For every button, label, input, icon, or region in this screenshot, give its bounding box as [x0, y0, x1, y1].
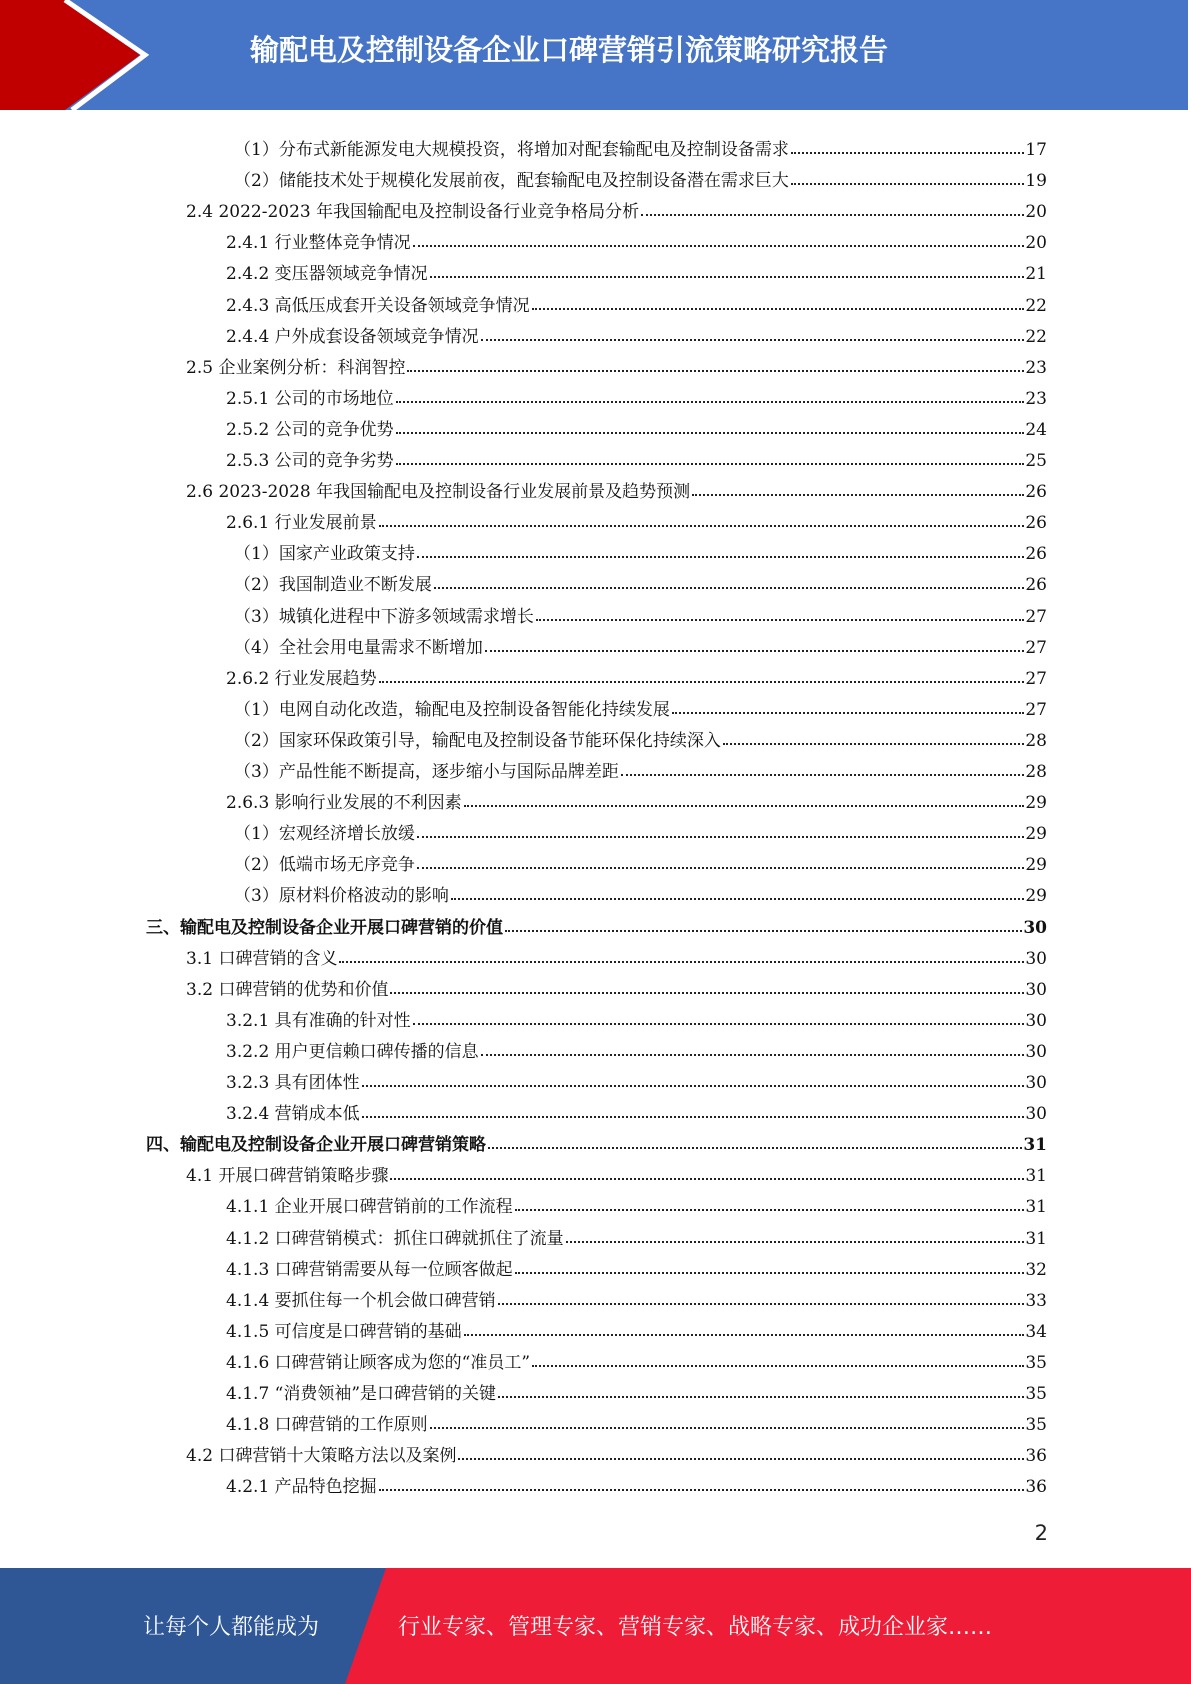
toc-entry[interactable] — [226, 409, 1047, 440]
toc-entry[interactable] — [226, 502, 1047, 533]
toc-leader-dots — [390, 991, 1024, 994]
toc-entry-page: 26 — [1025, 482, 1047, 503]
toc-entry-title: （2）低端市场无序竞争 — [234, 855, 415, 876]
toc-leader-dots — [566, 1240, 1025, 1243]
toc-entry-page: 33 — [1025, 1290, 1047, 1311]
footer-slogan-right: 行业专家、管理专家、营销专家、战略专家、成功企业家…… — [398, 1615, 993, 1640]
toc-entry-page: 27 — [1025, 668, 1047, 689]
toc-entry-page: 36 — [1025, 1446, 1047, 1467]
toc-entry[interactable] — [186, 1155, 1047, 1186]
toc-entry-page: 29 — [1025, 824, 1047, 845]
toc-leader-dots — [641, 213, 1024, 216]
toc-leader-dots — [481, 338, 1025, 341]
toc-entry-page: 31 — [1023, 1135, 1047, 1156]
toc-entry-page: 26 — [1025, 513, 1047, 534]
toc-entry-page: 17 — [1025, 140, 1047, 160]
toc-entry[interactable] — [226, 1249, 1047, 1280]
toc-entry[interactable] — [234, 813, 1047, 844]
toc-entry[interactable] — [226, 1218, 1047, 1249]
toc-leader-dots — [407, 369, 1024, 372]
toc-entry[interactable] — [226, 1186, 1047, 1217]
toc-leader-dots — [536, 618, 1025, 621]
toc-entry[interactable] — [234, 160, 1047, 191]
toc-entry-title: 四、输配电及控制设备企业开展口碑营销策略 — [146, 1135, 486, 1156]
toc-leader-dots — [362, 1115, 1025, 1118]
toc-leader-dots — [430, 275, 1025, 278]
toc-leader-dots — [498, 1302, 1025, 1305]
toc-entry[interactable] — [234, 751, 1047, 782]
toc-leader-dots — [339, 960, 1024, 963]
toc-entry-title: 4.1.5 可信度是口碑营销的基础 — [226, 1321, 462, 1342]
toc-entry[interactable] — [234, 844, 1047, 875]
toc-entry-title: 2.6.2 行业发展趋势 — [226, 668, 377, 689]
toc-leader-dots — [396, 462, 1025, 465]
toc-entry-title: 2.4.2 变压器领域竞争情况 — [226, 264, 428, 285]
toc-leader-dots — [413, 1022, 1025, 1025]
toc-entry-page: 28 — [1025, 730, 1047, 751]
toc-leader-dots — [532, 307, 1025, 310]
toc-entry[interactable] — [226, 1311, 1047, 1342]
toc-entry-page: 30 — [1025, 948, 1047, 969]
toc-leader-dots — [723, 742, 1025, 745]
toc-entry-page: 22 — [1025, 326, 1047, 347]
toc-entry-page: 30 — [1025, 979, 1047, 1000]
toc-entry-title: （1）宏观经济增长放缓 — [234, 824, 415, 845]
toc-entry[interactable] — [226, 440, 1047, 471]
toc-entry-page: 22 — [1025, 295, 1047, 316]
toc-leader-dots — [515, 1208, 1025, 1211]
page-header — [0, 0, 1188, 110]
toc-leader-dots — [791, 151, 1025, 154]
toc-entry-title: 2.5.3 公司的竞争劣势 — [226, 451, 394, 471]
toc-leader-dots — [692, 493, 1024, 496]
toc-leader-dots — [621, 773, 1025, 776]
toc-entry-page: 26 — [1025, 544, 1047, 565]
toc-entry[interactable] — [226, 782, 1047, 813]
toc-entry-page: 28 — [1025, 762, 1047, 782]
toc-entry-page: 31 — [1025, 1166, 1047, 1187]
toc-entry-page: 29 — [1025, 793, 1047, 814]
toc-entry[interactable] — [226, 1280, 1047, 1311]
toc-entry-title: 4.2.1 产品特色挖掘 — [226, 1477, 377, 1498]
toc-entry-page: 31 — [1025, 1197, 1047, 1218]
toc-entry-title: 3.2.2 用户更信赖口碑传播的信息 — [226, 1041, 479, 1062]
toc-entry-title: 2.4 2022-2023 年我国输配电及控制设备行业竞争格局分析 — [186, 202, 640, 223]
toc-entry[interactable] — [186, 938, 1047, 969]
toc-entry[interactable] — [186, 347, 1047, 378]
toc-leader-dots — [430, 1426, 1025, 1429]
toc-entry-page: 35 — [1025, 1384, 1047, 1404]
toc-entry-page: 30 — [1025, 1041, 1047, 1062]
toc-entry[interactable] — [234, 533, 1047, 564]
toc-entry[interactable] — [234, 627, 1047, 658]
toc-entry-page: 23 — [1025, 357, 1047, 378]
toc-entry-page: 29 — [1025, 886, 1047, 907]
toc-entry-title: 4.1.2 口碑营销模式：抓住口碑就抓住了流量 — [226, 1228, 564, 1249]
toc-entry[interactable] — [226, 1062, 1047, 1093]
toc-entry[interactable] — [226, 1466, 1047, 1497]
page-number: 2 — [1034, 1521, 1048, 1545]
toc-entry[interactable] — [226, 1000, 1047, 1031]
toc-entry-page: 30 — [1025, 1010, 1047, 1031]
toc-entry-title: 2.5 企业案例分析：科润智控 — [186, 357, 406, 378]
toc-entry-title: 4.1.8 口碑营销的工作原则 — [226, 1415, 428, 1436]
toc-entry[interactable] — [234, 720, 1047, 751]
toc-entry-title: 4.1.1 企业开展口碑营销前的工作流程 — [226, 1197, 513, 1218]
toc-entry-title: （4）全社会用电量需求不断增加 — [234, 637, 483, 658]
toc-entry[interactable] — [146, 907, 1047, 938]
toc-leader-dots — [417, 866, 1025, 869]
toc-entry[interactable] — [226, 658, 1047, 689]
toc-entry[interactable] — [226, 378, 1047, 409]
toc-entry-title: 4.1.7 “消费领袖”是口碑营销的关键 — [226, 1384, 497, 1404]
toc-entry[interactable] — [226, 285, 1047, 316]
toc-leader-dots — [417, 835, 1025, 838]
toc-leader-dots — [379, 524, 1025, 527]
toc-entry-page: 35 — [1025, 1415, 1047, 1436]
toc-entry-title: （2）国家环保政策引导，输配电及控制设备节能环保化持续深入 — [234, 730, 721, 751]
toc-entry-page: 24 — [1025, 419, 1047, 440]
toc-entry-title: 3.2.1 具有准确的针对性 — [226, 1010, 411, 1031]
toc-leader-dots — [498, 1395, 1024, 1398]
toc-entry-page: 30 — [1025, 1073, 1047, 1093]
toc-entry-title: （3）产品性能不断提高，逐步缩小与国际品牌差距 — [234, 762, 619, 782]
toc-leader-dots — [515, 1271, 1025, 1274]
toc-entry-title: 4.1.3 口碑营销需要从每一位顾客做起 — [226, 1259, 513, 1280]
toc-entry-page: 30 — [1023, 917, 1047, 938]
toc-entry[interactable] — [226, 1342, 1047, 1373]
toc-entry-page: 23 — [1025, 388, 1047, 409]
toc-entry-page: 31 — [1025, 1228, 1047, 1249]
toc-leader-dots — [481, 1053, 1025, 1056]
toc-entry-page: 26 — [1025, 575, 1047, 596]
toc-leader-dots — [505, 929, 1022, 932]
toc-entry-title: 2.6 2023-2028 年我国输配电及控制设备行业发展前景及趋势预测 — [186, 482, 691, 503]
page-footer — [0, 1568, 1191, 1684]
toc-entry-title: （1）国家产业政策支持 — [234, 544, 415, 565]
toc-entry-page: 30 — [1025, 1104, 1047, 1125]
toc-entry-page: 34 — [1025, 1321, 1047, 1342]
toc-leader-dots — [379, 1488, 1025, 1491]
toc-entry-title: 2.4.1 行业整体竞争情况 — [226, 233, 411, 254]
toc-leader-dots — [464, 804, 1025, 807]
toc-leader-dots — [379, 680, 1025, 683]
toc-entry-page: 27 — [1025, 637, 1047, 658]
toc-entry[interactable] — [186, 969, 1047, 1000]
toc-entry-title: 2.5.2 公司的竞争优势 — [226, 419, 394, 440]
toc-leader-dots — [485, 649, 1025, 652]
toc-entry-title: （2）我国制造业不断发展 — [234, 575, 432, 596]
toc-entry[interactable] — [234, 689, 1047, 720]
toc-entry-title: 4.1.4 要抓住每一个机会做口碑营销 — [226, 1290, 496, 1311]
toc-entry-title: 3.2.3 具有团体性 — [226, 1073, 360, 1093]
toc-entry-title: 三、输配电及控制设备企业开展口碑营销的价值 — [146, 917, 503, 938]
toc-entry-title: 4.1.6 口碑营销让顾客成为您的“准员工” — [226, 1352, 531, 1373]
toc-entry-page: 25 — [1025, 451, 1047, 471]
toc-entry[interactable] — [234, 596, 1047, 627]
toc-leader-dots — [532, 1364, 1024, 1367]
toc-entry-title: 2.4.4 户外成套设备领域竞争情况 — [226, 326, 479, 347]
toc-entry-page: 21 — [1025, 264, 1047, 285]
toc-leader-dots — [396, 400, 1025, 403]
toc-entry-title: （3）城镇化进程中下游多领域需求增长 — [234, 606, 534, 627]
toc-entry-page: 19 — [1025, 171, 1047, 192]
toc-entry-title: 2.6.3 影响行业发展的不利因素 — [226, 793, 462, 814]
toc-entry-title: 4.1 开展口碑营销策略步骤 — [186, 1166, 389, 1187]
toc-leader-dots — [362, 1084, 1025, 1087]
toc-leader-dots — [390, 1177, 1024, 1180]
report-title: 输配电及控制设备企业口碑营销引流策略研究报告 — [250, 33, 889, 67]
toc-entry-title: （3）原材料价格波动的影响 — [234, 886, 449, 907]
toc-entry-page: 35 — [1025, 1352, 1047, 1373]
toc-entry-title: 4.2 口碑营销十大策略方法以及案例 — [186, 1446, 457, 1467]
toc-leader-dots — [458, 1457, 1024, 1460]
toc-entry-title: 2.4.3 高低压成套开关设备领域竞争情况 — [226, 295, 530, 316]
toc-leader-dots — [417, 555, 1025, 558]
toc-leader-dots — [434, 586, 1025, 589]
toc-entry[interactable] — [234, 875, 1047, 906]
toc-leader-dots — [451, 897, 1025, 900]
toc-leader-dots — [672, 711, 1025, 714]
toc-entry[interactable] — [146, 1124, 1047, 1155]
toc-entry-page: 27 — [1025, 699, 1047, 720]
toc-entry[interactable] — [226, 1373, 1047, 1404]
toc-entry[interactable] — [226, 222, 1047, 253]
toc-entry-page: 36 — [1025, 1477, 1047, 1498]
toc-entry-page: 27 — [1025, 606, 1047, 627]
toc-entry-title: （1）电网自动化改造，输配电及控制设备智能化持续发展 — [234, 699, 670, 720]
toc-entry[interactable] — [234, 129, 1047, 160]
toc-entry-title: 2.6.1 行业发展前景 — [226, 513, 377, 534]
toc-entry-title: 3.2 口碑营销的优势和价值 — [186, 979, 389, 1000]
toc-entry[interactable] — [186, 191, 1047, 222]
toc-leader-dots — [791, 182, 1025, 185]
toc-entry[interactable] — [186, 471, 1047, 502]
toc-leader-dots — [464, 1333, 1025, 1336]
toc-entry[interactable] — [186, 1435, 1047, 1466]
toc-entry[interactable] — [226, 1404, 1047, 1435]
footer-slogan-left: 让每个人都能成为 — [143, 1615, 320, 1640]
toc-entry-title: 3.2.4 营销成本低 — [226, 1104, 360, 1125]
toc-leader-dots — [396, 431, 1025, 434]
toc-entry-title: （1）分布式新能源发电大规模投资，将增加对配套输配电及控制设备需求 — [234, 140, 789, 160]
toc-entry[interactable] — [226, 253, 1047, 284]
toc-entry-page: 20 — [1025, 202, 1047, 223]
toc-entry-title: 2.5.1 公司的市场地位 — [226, 388, 394, 409]
toc-leader-dots — [413, 244, 1025, 247]
toc-entry-page: 29 — [1025, 855, 1047, 876]
toc-entry[interactable] — [226, 1031, 1047, 1062]
toc-entry-title: 3.1 口碑营销的含义 — [186, 948, 338, 969]
toc-entry[interactable] — [226, 1093, 1047, 1124]
toc-entry-title: （2）储能技术处于规模化发展前夜，配套输配电及控制设备潜在需求巨大 — [234, 171, 789, 192]
toc-entry-page: 32 — [1025, 1259, 1047, 1280]
toc-leader-dots — [488, 1146, 1022, 1149]
chevron-decoration-icon — [0, 0, 160, 110]
toc-entry[interactable] — [226, 316, 1047, 347]
toc-entry-page: 20 — [1025, 233, 1047, 254]
toc-entry[interactable] — [234, 564, 1047, 595]
